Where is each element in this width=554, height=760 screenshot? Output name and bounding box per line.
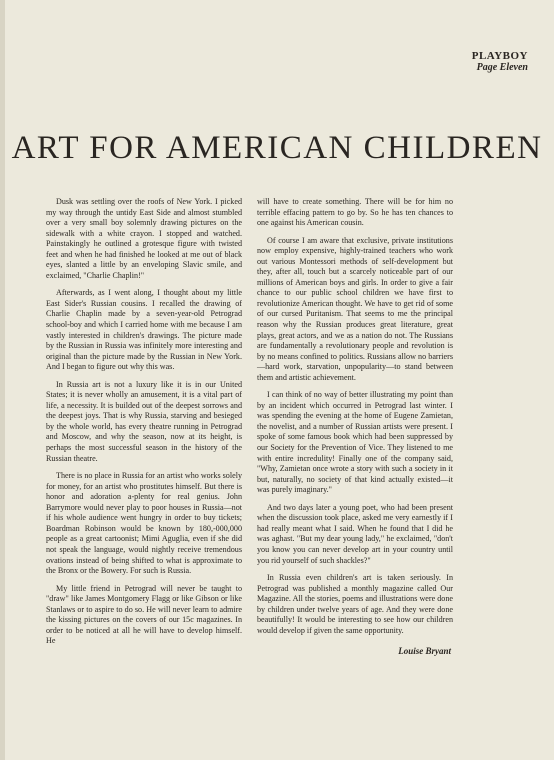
paragraph: And two days later a young poet, who had been present when the discussion took place, asked me very earnestly if I had really meant what I said. When he found that I did he was aghast. "But my dear young lady," he exclaimed, "don't you know you can never develop art in your country until you rid yourself of such shackles?" bbox=[257, 502, 453, 565]
paragraph: Dusk was settling over the roofs of New York. I picked my way through the untidy East Side and almost stumbled over a very small boy solemnly drawing pictures on the sidewalk with a white crayon. I stopped and watched. Painstakingly he outlined a grotesque figure with twisted feet and when he had finished he looked at me out of black eyes, slanted a little by an enveloping Slavic smile, and exclaimed, "Charlie Chaplin!" bbox=[46, 197, 242, 280]
paragraph: My little friend in Petrograd will never be taught to "draw" like James Montgomery Flagg or like Gibson or like Stanlaws or to aspire to do so. He will never learn to admire the kissing pictures on the covers of our 15c magazines. In order to be noticed at all he will have to develop himself. He bbox=[46, 583, 242, 646]
author-signature: Louise Bryant bbox=[398, 646, 451, 657]
paragraph: There is no place in Russia for an artist who works solely for money, for an artist who prostitutes himself. But there is honor and adoration a-plenty for real genius. John Barrymore would never play to poor houses in Russia—not if his whole audience went hungry in order to buy tickets; Boardman Robinson would be known by 180,-000,000 people as a great cartoonist; Mimi Aguglia, even if she did not speak the language, would nightly receive tremendous ovations instead of being shifted to what is approximate to the Bronx or the Bowery. For such is Russia. bbox=[46, 471, 242, 576]
article-column-left bbox=[46, 197, 242, 654]
article-title: ART FOR AMERICAN CHILDREN bbox=[11, 130, 543, 166]
paragraph: will have to create something. There will be for him no terrible effacing pattern to go by. So he has ten chances to one against his American cousin. bbox=[257, 197, 453, 228]
page-spine-edge bbox=[0, 0, 5, 760]
paragraph: I can think of no way of better illustrating my point than by an incident which occurred in Petrograd last winter. I was spending the evening at the home of Eugene Zamietan, the novelist, and a number of Russian artists were present. I spoke of some famous book which had been suppressed by our Society for the Prevention of Vice. They listened to me with entire incredulity! Finally one of the company said, "Why, Zamietan once wrote a story with such a society in it but, naturally, no society of that kind actually existed—it was purely imaginary." bbox=[257, 390, 453, 495]
article-column-right bbox=[257, 197, 453, 657]
paragraph: Of course I am aware that exclusive, private institutions now employ expensive, highly-trained teachers who work out various Montessori methods of self-development but they, after all, touch but a scarcely noticeable part of our millions of American boys and girls. In order to give a fair chance to our public school children we have first to revolutionize American thought. We have to get rid of some of our cursed Puritanism. That seems to me the principal reason why the Russian produces great literature, great plays, great actors, and we as a nation do not. The Russians are fundamentally a revolutionary people and revolution is by no means confined to politics. Russians allow no barriers—hard work, starvation, unpopularity—to stand between them and artistic achievement. bbox=[257, 235, 453, 382]
magazine-name: PLAYBOY bbox=[471, 50, 528, 62]
paragraph: In Russia art is not a luxury like it is in our United States; it is never wholly an amusement, it is a vital part of life, a necessity. It is builded out of the deepest sorrows and the deepest joys. That is why Russia, starving and besieged by the whole world, has every theatre running in Petrograd and Moscow, and why the season, now at its height, is perhaps the most successful season in the history of the Russian theatre. bbox=[46, 379, 242, 463]
paragraph: Afterwards, as I went along, I thought about my little East Sider's Russian cousins. I recalled the drawing of Charlie Chaplin made by a seven-year-old Petrograd school-boy and which I carried home with me because I am vastly interested in children's drawings. The picture made by the Russian in Russia was infinitely more interesting and original than the picture made by the Russian in New York. And I began to figure out why this was. bbox=[46, 288, 242, 372]
page-header bbox=[472, 50, 528, 74]
paragraph: In Russia even children's art is taken seriously. In Petrograd was published a monthly magazine called Our Magazine. All the stories, poems and illustrations were done by children under twelve years of age. And they were done beautifully! It would be interesting to see how our children would develop if given the same opportunity. bbox=[257, 573, 453, 635]
page-number: Page Eleven bbox=[476, 62, 528, 73]
